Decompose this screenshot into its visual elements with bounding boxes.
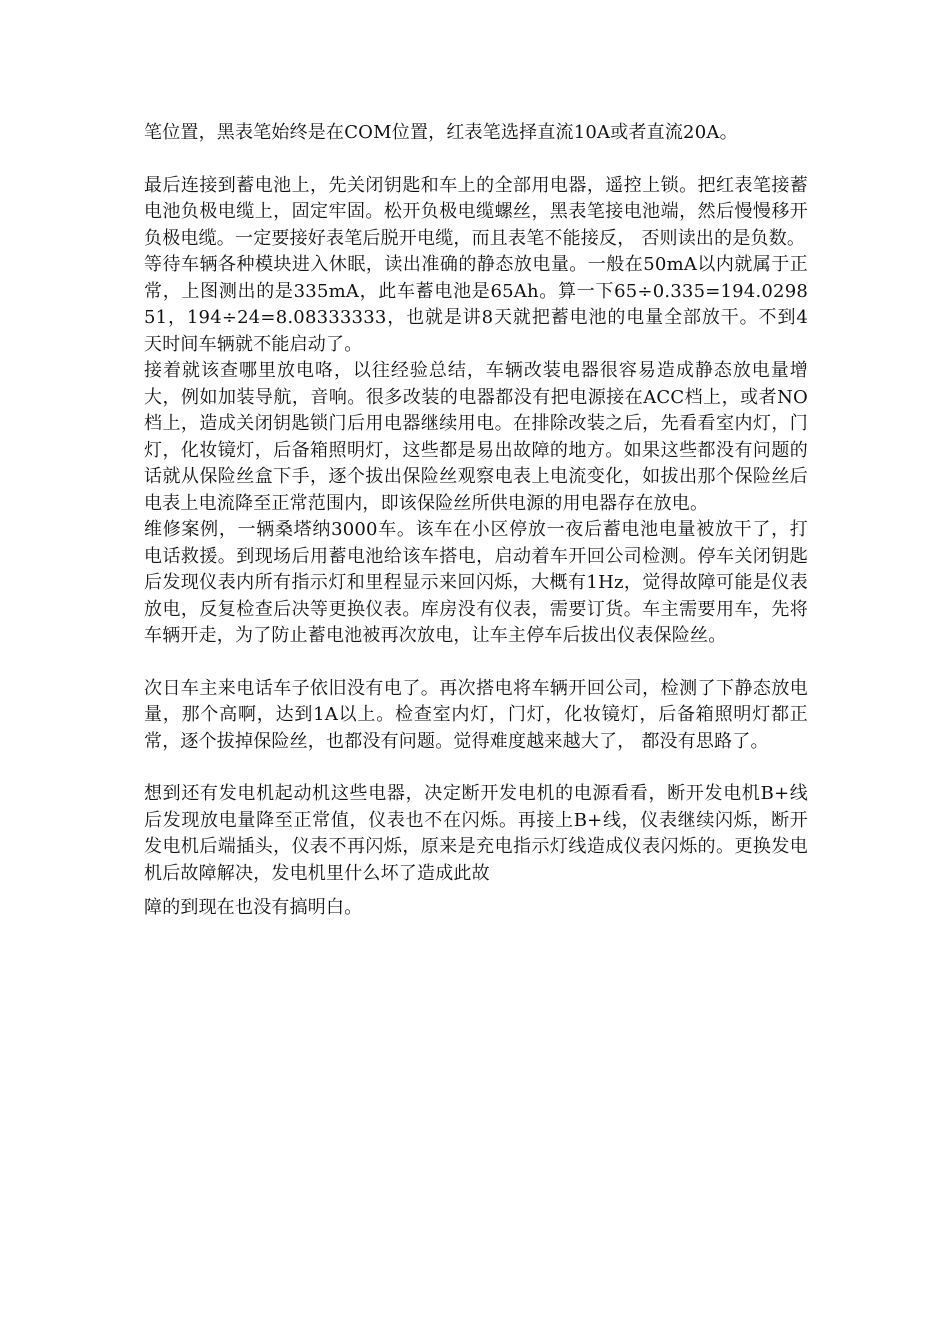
paragraph-generator-finding: 想到还有发电机起动机这些电器，决定断开发电机的电源看看，断开发电机B+线后发现放电量降至正常值，仪表也不在闪烁。再接上B+线，仪表继续闪烁，断开发电机后端插头，仪表不再闪烁，原来是充电指示灯线造成仪表闪烁的。更换发电机后故障解决，发电机里什么坏了造成此故 <box>144 783 808 884</box>
paragraph-multimeter-position: 笔位置，黑表笔始终是在COM位置，红表笔选择直流10A或者直流20A。 <box>144 122 738 143</box>
paragraph-conclusion: 障的到现在也没有搞明白。 <box>144 897 363 918</box>
document-body <box>144 120 808 922</box>
paragraph-static-discharge: 等待车辆各种模块进入休眠，读出准确的静态放电量。一般在50mA以内就属于正常，上图测出的是335mA，此车蓄电池是65Ah。算一下65÷0.335=194.029851，194÷24=8.08333333，也就是讲8天就把蓄电池的电量全部放干。不到4天时间车辆就不能启动了。 <box>144 254 808 355</box>
paragraph-battery-connection: 最后连接到蓄电池上，先关闭钥匙和车上的全部用电器，遥控上锁。把红表笔接蓄电池负极电缆上，固定牢固。松开负极电缆螺丝，黑表笔接电池端，然后慢慢移开负极电缆。一定要接好表笔后脱开电缆，而且表笔不能接反， 否则读出的是负数。 <box>144 174 808 249</box>
paragraph-next-day: 次日车主来电话车子依旧没有电了。再次搭电将车辆开回公司，检测了下静态放电量，那个高啊，达到1A以上。检查室内灯，门灯，化妆镜灯，后备箱照明灯都正常，逐个拔掉保险丝，也都没有问题。觉得难度越来越大了， 都没有思路了。 <box>144 677 808 752</box>
paragraph-discharge-diagnosis: 接着就该查哪里放电咯，以往经验总结，车辆改装电器很容易造成静态放电量增大，例如加装导航，音响。很多改装的电器都没有把电源接在ACC档上，或者NO档上，造成关闭钥匙锁门后用电器继续用电。在排除改装之后，先看看室内灯，门灯，化妆镜灯，后备箱照明灯，这些都是易出故障的地方。如果这些都没有问题的话就从保险丝盒下手，逐个拔出保险丝观察电表上电流变化，如拔出那个保险丝后电表上电流降至正常范围内，即该保险丝所供电源的用电器存在放电。 <box>144 360 808 514</box>
paragraph-repair-case: 维修案例，一辆桑塔纳3000车。该车在小区停放一夜后蓄电池电量被放干了，打电话救援。到现场后用蓄电池给该车搭电，启动着车开回公司检测。停车关闭钥匙后发现仪表内所有指示灯和里程显示来回闪烁，大概有1Hz，觉得故障可能是仪表放电，反复检查后决等更换仪表。库房没有仪表，需要订货。车主需要用车，先将车辆开走，为了防止蓄电池被再次放电，让车主停车后拔出仪表保险丝。 <box>144 519 808 646</box>
